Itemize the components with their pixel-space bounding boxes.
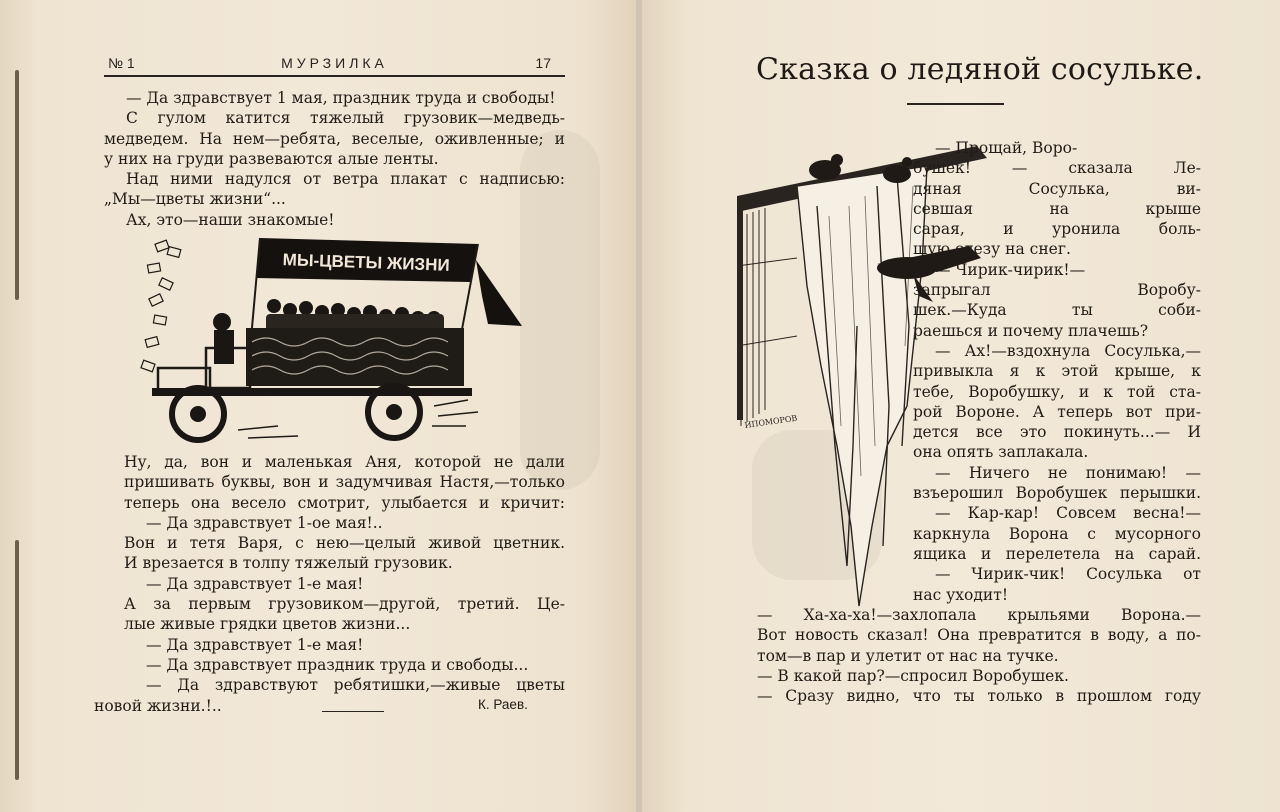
text-line: рой Вороне. А теперь вот при- [913, 402, 1201, 421]
text-line: И врезается в толпу тяжелый грузовик. [124, 554, 453, 573]
text-line: у них на груди развеваются алые ленты. [104, 149, 439, 168]
text-line: С гулом катится тяжелый грузовик—медведь- [126, 109, 565, 128]
text-line: — Да здравствует 1 мая, праздник труда и свободы! [126, 89, 556, 107]
text-line: — Чирик-чик! Сосулька от [935, 565, 1201, 584]
right-wide-text [757, 605, 1201, 706]
text-line: том—в пар и улетит от нас на тучке. [757, 646, 1059, 665]
text-line: севшая на крыше [913, 199, 1201, 218]
text-line: — Да здравствуют ребятишки,—живые цветы [146, 676, 565, 695]
text-line: сарая, и уронила боль- [913, 220, 1201, 239]
binding-thread-top [15, 70, 19, 300]
text-line: тебе, Воробушку, и к той ста- [913, 382, 1201, 401]
page-header [104, 53, 565, 77]
text-line: дяная Сосулька, ви- [913, 179, 1201, 198]
text-line: — Да здравствует праздник труда и свободы... [146, 655, 529, 674]
text-line: Над ними надулся от ветра плакат с надписью: [126, 170, 565, 189]
right-column-text [913, 138, 1201, 605]
text-line: теперь она весело смотрит, улыбается и кричит: [124, 493, 565, 512]
text-line: — Кар-кар! Совсем весна!— [935, 504, 1201, 523]
text-line: — Да здравствует 1-е мая! [146, 635, 364, 654]
driver [213, 313, 231, 331]
left-bottom-text [94, 452, 565, 716]
author-signature: К. Раев. [478, 697, 528, 712]
text-line: новой жизни.!.. [94, 696, 222, 715]
text-line: Ну, да, вон и маленькая Аня, которой не дали [124, 453, 565, 471]
text-line: — Да здравствует 1-ое мая!.. [146, 513, 383, 532]
text-line: каркнула Ворона с мусорного [913, 524, 1201, 543]
text-line: дется все это покинуть...— И [913, 423, 1201, 442]
text-line: шую слезу на снег. [913, 240, 1071, 259]
binding-thread-bottom [15, 540, 19, 780]
text-line: Вот новость сказал! Она превратится в воду, а по- [757, 626, 1201, 645]
text-line: Вон и тетя Варя, с нею—целый живой цветник. [124, 534, 565, 553]
signoff-rule [322, 711, 384, 712]
truck-body [246, 328, 464, 386]
text-line: нас уходит! [913, 585, 1009, 604]
banner-text: МЫ-ЦВЕТЫ ЖИЗНИ [282, 250, 450, 275]
issue-number: № 1 [108, 55, 135, 71]
page-number: 17 [535, 55, 551, 71]
text-line: — Ничего не понимаю! — [935, 463, 1201, 482]
text-line: — Сразу видно, что ты только в прошлом году [757, 687, 1201, 706]
motion-lines [238, 400, 478, 438]
flag [476, 260, 522, 326]
text-line: привыкла я к этой крыше, к [913, 362, 1201, 381]
left-page [0, 0, 636, 812]
text-line: пришивать буквы, вон и задумчивая Настя,—только [124, 473, 565, 492]
text-line: запрыгал Воробу- [913, 281, 1201, 300]
left-top-text [104, 88, 565, 230]
children-group [266, 299, 444, 332]
text-line: медведем. На нем—ребята, веселые, оживленные; и [104, 129, 565, 148]
artist-signature: ИПОМОРОВ [744, 413, 798, 430]
text-line: раешься и почему плачешь? [913, 321, 1149, 340]
text-line: — Да здравствует 1-е мая! [146, 574, 364, 593]
text-line: — В какой пар?—спросил Воробушек. [757, 666, 1069, 685]
story-title: Сказка о ледяной сосульке. [756, 52, 1204, 87]
text-line: А за первым грузовиком—другой, третий. Це- [124, 595, 565, 614]
magazine-title: МУРЗИЛКА [281, 55, 388, 71]
icicles [797, 166, 927, 606]
text-line: взъерошил Воробушек перышки. [913, 484, 1201, 503]
text-line: — Чирик-чирик!— [935, 260, 1086, 279]
text-line: — Ах!—вздохнула Сосулька,— [935, 341, 1201, 360]
text-line: шек.—Куда ты соби- [913, 301, 1201, 320]
wall-hatching [737, 208, 797, 426]
text-line: — Прощай, Воро- [935, 139, 1078, 157]
text-line: Ах, это—наши знакомые! [126, 210, 335, 229]
text-line: — Ха-ха-ха!—захлопала крыльями Ворона.— [757, 606, 1201, 624]
text-line: лые живые грядки цветов жизни... [124, 615, 411, 634]
text-line: „Мы—цветы жизни“... [104, 190, 286, 209]
text-line: ящика и перелетела на сарай. [913, 544, 1201, 563]
text-line: бушек! — сказала Ле- [913, 159, 1201, 178]
text-line: она опять заплакала. [913, 443, 1089, 462]
truck-illustration [138, 230, 530, 444]
title-rule [907, 103, 1004, 105]
leaflets [141, 240, 181, 372]
